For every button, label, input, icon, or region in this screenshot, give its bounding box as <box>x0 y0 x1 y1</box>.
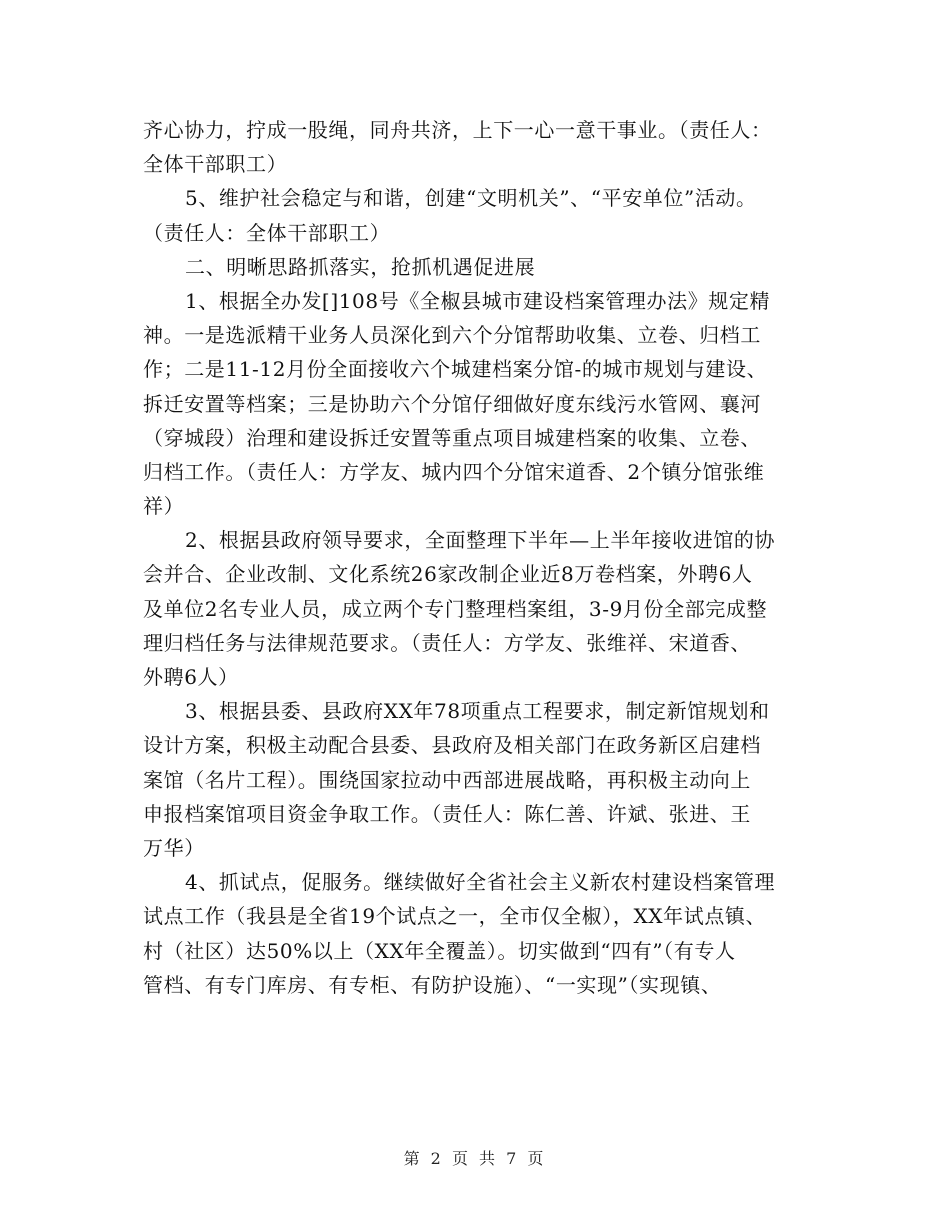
text-line: 村（社区）达50%以上（XX年全覆盖）。切实做到“四有”（有专人 <box>143 938 736 963</box>
text-line: 拆迁安置等档案；三是协助六个分馆仔细做好度东线污水管网、襄河 <box>143 391 761 416</box>
text-line: 祥） <box>143 494 185 519</box>
text-line: 试点工作（我县是全省19个试点之一，全市仅全椒），XX年试点镇、 <box>143 904 767 929</box>
text-line: 管档、有专门库房、有专柜、有防护设施）、“一实现”（实现镇、 <box>143 972 722 997</box>
text-line: 2、根据县政府领导要求，全面整理下半年—上半年接收进馆的协 <box>185 528 776 553</box>
text-line: 4、抓试点，促服务。继续做好全省社会主义新农村建设档案管理 <box>185 870 776 895</box>
text-line: （穿城段）治理和建设拆迁安置等重点项目城建档案的收集、立卷、 <box>143 425 761 450</box>
text-line: 会并合、企业改制、文化系统26家改制企业近8万卷档案，外聘6人 <box>143 562 753 587</box>
text-line: 神。一是选派精干业务人员深化到六个分馆帮助收集、立卷、归档工 <box>143 323 761 348</box>
text-line: 及单位2名专业人员，成立两个专门整理档案组，3-9月份全部完成整 <box>143 596 768 621</box>
text-line: 外聘6人） <box>143 665 239 689</box>
page-footer: 第 2 页 共 7 页 <box>403 1149 547 1168</box>
text-line: （责任人：全体干部职工） <box>143 220 391 245</box>
text-line: 万华） <box>143 835 205 860</box>
document-body <box>143 113 818 1002</box>
text-line: 设计方案，积极主动配合县委、县政府及相关部门在政务新区启建档 <box>143 733 761 758</box>
text-line: 1、根据全办发[]108号《全椒县城市建设档案管理办法》规定精 <box>185 288 771 313</box>
text-line: 作；二是11-12月份全面接收六个城建档案分馆-的城市规划与建设、 <box>143 357 768 382</box>
text-line: 归档工作。（责任人：方学友、城内四个分馆宋道香、2个镇分馆张维 <box>143 459 765 484</box>
text-line: 齐心协力，拧成一股绳，同舟共济，上下一心一意干事业。（责任人： <box>143 118 772 142</box>
text-line: 理归档任务与法律规范要求。（责任人：方学友、张维祥、宋道香、 <box>143 630 751 655</box>
text-line: 二、明晰思路抓落实，抢抓机遇促进展 <box>185 254 536 279</box>
text-line: 申报档案馆项目资金争取工作。（责任人：陈仁善、许斌、张进、王 <box>143 801 751 826</box>
text-line: 案馆（名片工程）。围绕国家拉动中西部进展战略，再积极主动向上 <box>143 767 751 792</box>
text-line: 全体干部职工） <box>143 152 288 177</box>
text-line: 5、维护社会稳定与和谐，创建“文明机关”、“平安单位”活动。 <box>185 186 757 211</box>
text-line: 3、根据县委、县政府XX年78项重点工程要求，制定新馆规划和 <box>185 699 770 724</box>
